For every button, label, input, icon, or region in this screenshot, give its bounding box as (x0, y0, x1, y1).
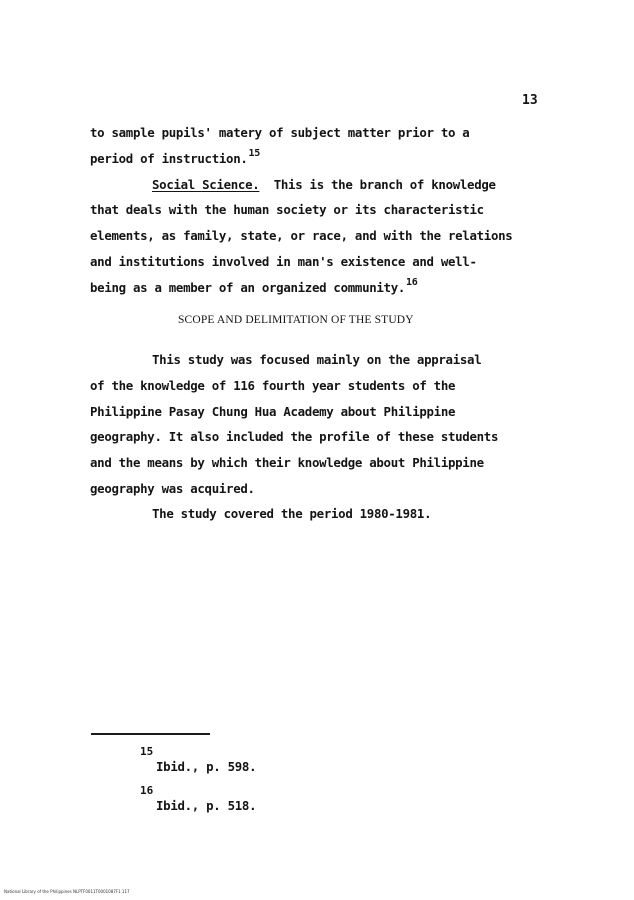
paragraph-2-line-1-rest: This is the branch of knowledge (273, 177, 496, 192)
paragraph-3-line-2: of the knowledge of 116 fourth year students of the (90, 378, 456, 393)
footnote-15-number: 15 (140, 745, 154, 758)
footnote-ref-16: 16 (406, 277, 418, 288)
paragraph-2-line-2: that deals with the human society or its characteristic (90, 202, 484, 217)
paragraph-2-line-5-text: being as a member of an organized community. (90, 280, 406, 295)
paragraph-4-line-1: The study covered the period 1980-1981. (152, 506, 432, 521)
page-number: 13 (522, 93, 538, 108)
footnote-16-text: Ibid., p. 518. (156, 798, 257, 813)
footnote-16-number: 16 (140, 784, 154, 797)
paragraph-3-line-1: This study was focused mainly on the appraisal (152, 352, 482, 367)
term-social-science: Social Science. (152, 177, 260, 192)
paragraph-3-line-4: geography. It also included the profile of these students (90, 429, 499, 444)
paragraph-2-line-5 (90, 277, 418, 295)
paragraph-2-line-1 (152, 177, 496, 192)
paragraph-1-line-1: to sample pupils' matery of subject matter prior to a (90, 125, 470, 140)
footnote-15-text: Ibid., p. 598. (156, 759, 257, 774)
paragraph-1-line-2 (90, 148, 260, 166)
footnote-ref-15: 15 (248, 148, 260, 159)
paragraph-2-line-4: and institutions involved in man's existence and well- (90, 254, 477, 269)
paragraph-1-line-2-text: period of instruction. (90, 151, 248, 166)
paragraph-3-line-6: geography was acquired. (90, 481, 255, 496)
section-heading: SCOPE AND DELIMITATION OF THE STUDY (178, 314, 414, 326)
paragraph-3-line-5: and the means by which their knowledge about Philippine (90, 455, 484, 470)
scan-stamp: National Library of the Philippines NLPTF0011T0001087F1 117 (4, 889, 130, 894)
paragraph-2-line-3: elements, as family, state, or race, and with the relations (90, 228, 513, 243)
footnote-divider (91, 733, 210, 735)
paragraph-3-line-3: Philippine Pasay Chung Hua Academy about Philippine (90, 404, 456, 419)
